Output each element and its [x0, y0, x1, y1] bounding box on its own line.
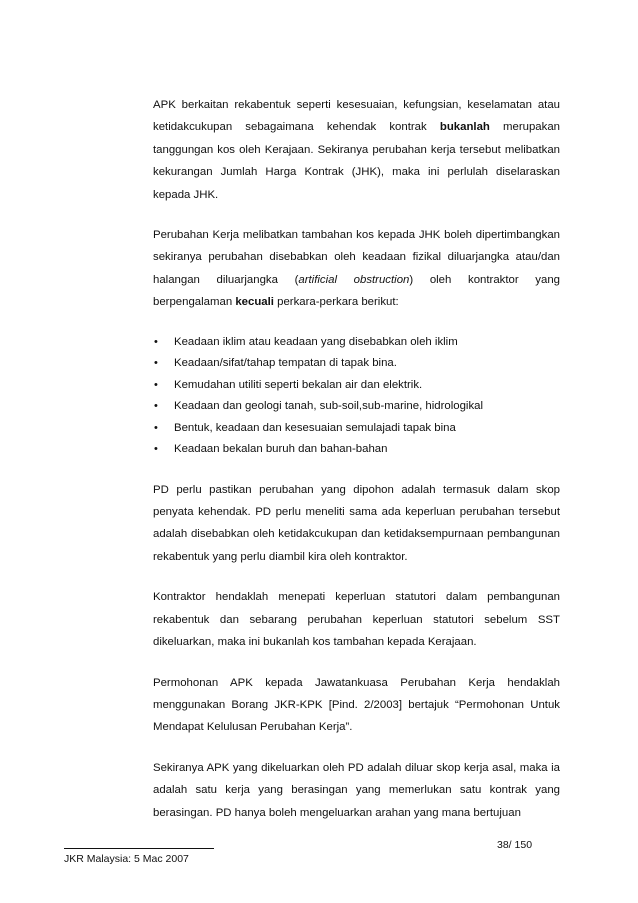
list-item: [153, 332, 560, 354]
list-item-text: Kemudahan utiliti seperti bekalan air dan elektrik.: [174, 378, 423, 391]
paragraph-apk-rekabentuk: [153, 94, 560, 206]
bold-term-bukanlah: bukanlah: [439, 121, 490, 134]
paragraph-skop-penyata: PD perlu pastikan perubahan yang dipohon adalah termasuk dalam skop penyata kehendak. PD perlu meneliti sama ada keperluan perubahan tersebut adalah disebabkan oleh ketidakcukupan dan ketidaksempurnaan pembangunan rekabentuk yang perlu diambil kira oleh kontraktor.: [153, 483, 560, 563]
bullet-icon: •: [154, 357, 158, 370]
paragraph-text: ) oleh kontraktor yang berpengalaman: [153, 273, 560, 309]
paragraph-permohonan-apk: Permohonan APK kepada Jawatankuasa Perubahan Kerja hendaklah menggunakan Borang JKR-KPK [Pind. 2/2003] bertajuk “Permohonan Untuk Mendapat Kelulusan Perubahan Kerja”.: [153, 676, 560, 734]
bullet-icon: •: [154, 443, 158, 456]
paragraph-diluar-skop: Sekiranya APK yang dikeluarkan oleh PD adalah diluar skop kerja asal, maka ia adalah satu kerja yang berasingan yang memerlukan satu kontrak yang berasingan. PD hanya boleh mengeluarkan arahan yang mana bertujuan: [153, 761, 560, 819]
list-item: [153, 418, 560, 440]
page-number: 38/ 150: [497, 839, 533, 851]
list-item-text: Keadaan bekalan buruh dan bahan-bahan: [174, 443, 388, 456]
bullet-icon: •: [154, 378, 158, 391]
paragraph-text: merupakan tanggungan kos oleh Kerajaan. Sekiranya perubahan kerja tersebut melibatkan kekurangan Jumlah Harga Kontrak (JHK), maka ini perlulah diselaraskan kepada JHK.: [153, 121, 560, 201]
bold-term-kecuali: kecuali: [235, 296, 274, 309]
list-item: [153, 439, 560, 461]
list-item-text: Keadaan dan geologi tanah, sub-soil,sub-marine, hidrologikal: [174, 400, 484, 413]
list-item-text: Keadaan/sifat/tahap tempatan di tapak bina.: [174, 357, 397, 370]
footer-text: JKR Malaysia: 5 Mac 2007: [64, 853, 189, 865]
paragraph-text: Perubahan Kerja melibatkan tambahan kos kepada JHK boleh dipertimbangkan sekiranya perubahan disebabkan oleh keadaan fizikal diluarjangka atau/dan halangan diluarjangka (: [153, 229, 560, 286]
paragraph-text: perkara-perkara berikut:: [273, 296, 399, 309]
paragraph-text: APK berkaitan rekabentuk seperti kesesuaian, kefungsian, keselamatan atau ketidakcukupan sebagaimana kehendak kontrak: [153, 99, 560, 134]
footer-divider: [64, 848, 214, 849]
list-item-text: Bentuk, keadaan dan kesesuaian semulajadi tapak bina: [174, 421, 456, 434]
list-item: [153, 375, 560, 397]
document-body: [153, 94, 560, 824]
bullet-icon: •: [154, 421, 158, 434]
paragraph-perubahan-kerja: [153, 224, 560, 314]
paragraph-statutori: Kontraktor hendaklah menepati keperluan statutori dalam pembangunan rekabentuk dan sebarang perubahan keperluan statutori sebelum SST dikeluarkan, maka ini bukanlah kos tambahan kepada Kerajaan.: [153, 591, 560, 649]
list-item: [153, 396, 560, 418]
list-item-text: Keadaan iklim atau keadaan yang disebabkan oleh iklim: [174, 335, 458, 348]
bullet-icon: •: [154, 400, 158, 413]
exception-list: [153, 332, 560, 461]
bullet-icon: •: [154, 335, 158, 348]
italic-term: artificial obstruction: [298, 273, 410, 286]
list-item: [153, 353, 560, 375]
